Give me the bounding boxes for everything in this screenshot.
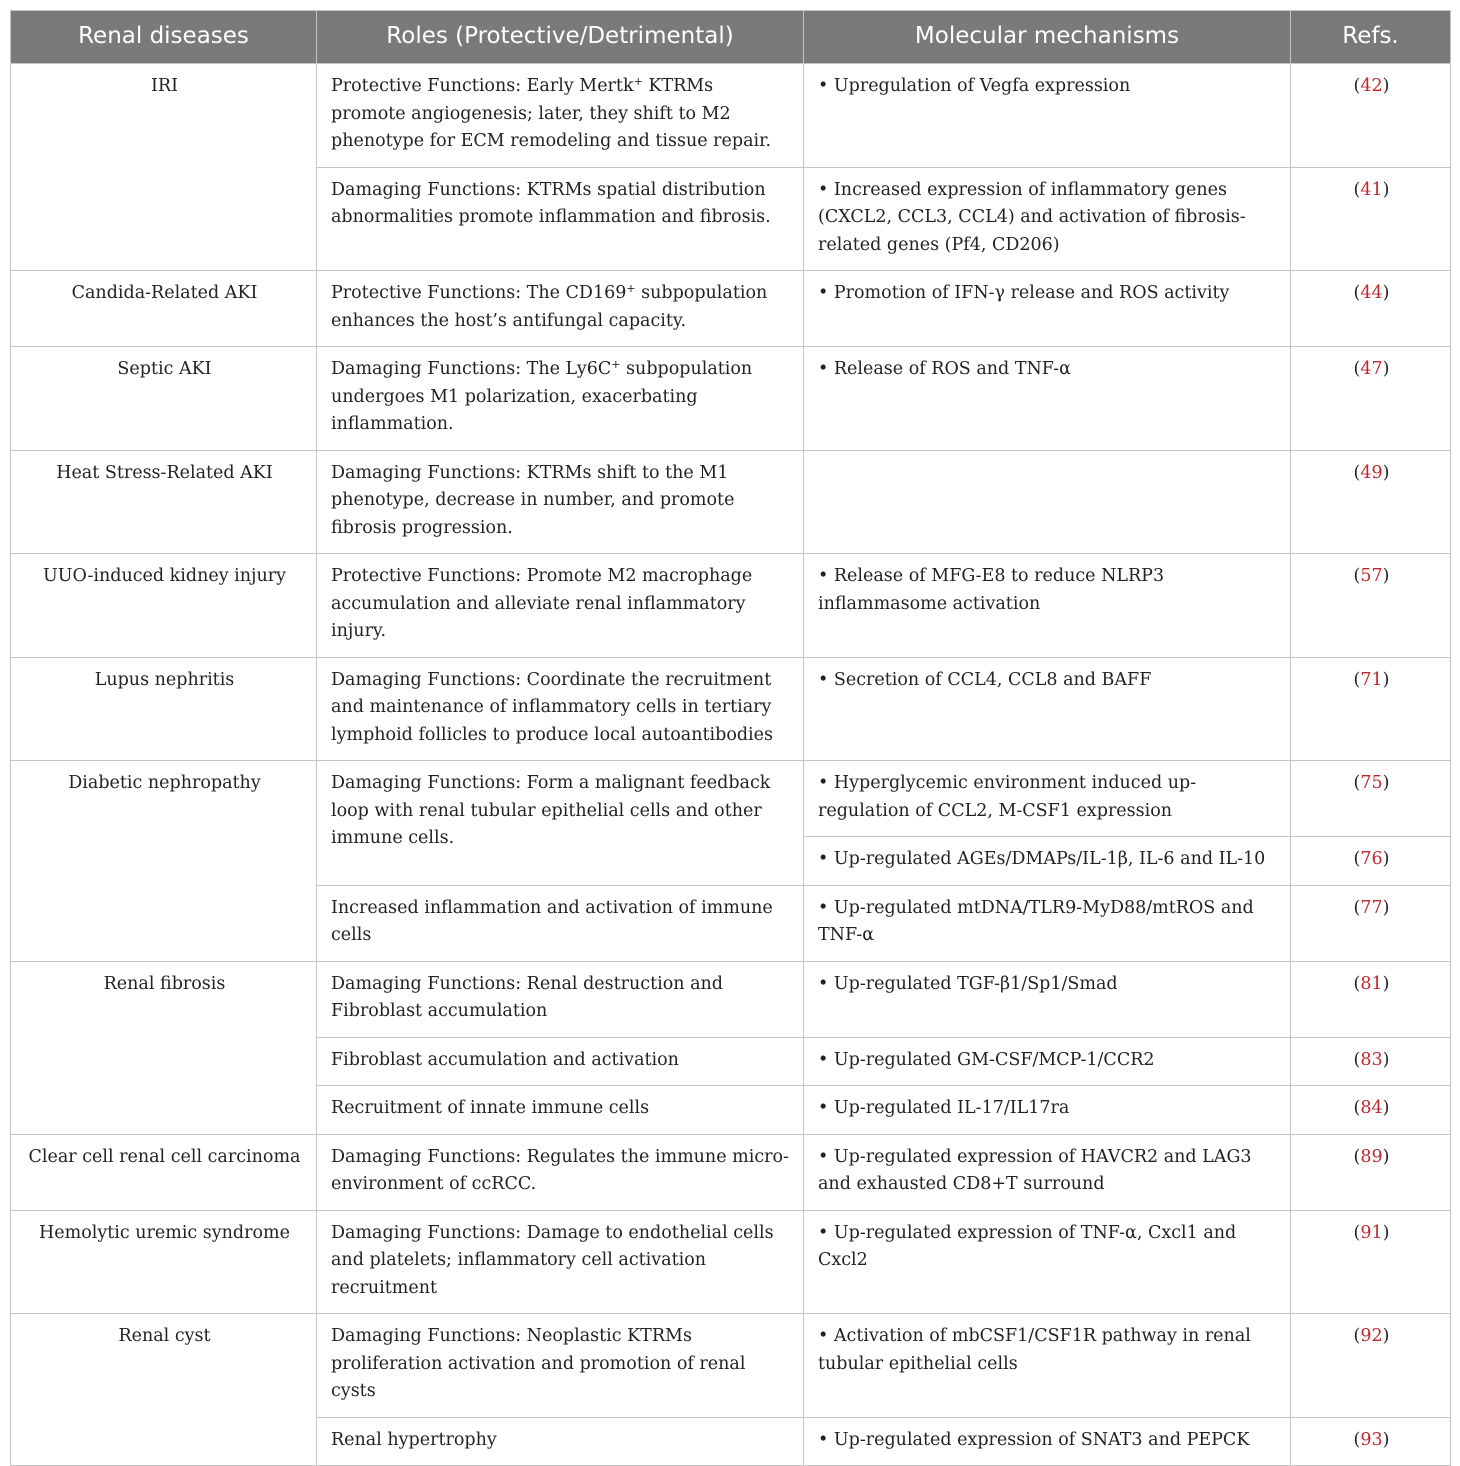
ref-cell: (81): [1291, 961, 1451, 1037]
disease-cell: Clear cell renal cell carcinoma: [11, 1134, 317, 1210]
ref-cell: (41): [1291, 167, 1451, 271]
role-cell: [317, 554, 804, 658]
ref-link[interactable]: 92: [1360, 1326, 1383, 1346]
role-text: Increased inflammation and activation of immune cells: [331, 897, 773, 945]
role-text: Damaging Functions: Coordinate the recruitment and maintenance of inflammatory cells in tertiary lymphoid follicles to produce local autoantibodies: [331, 669, 773, 745]
table-row: [11, 761, 1451, 837]
ref-cell: (47): [1291, 347, 1451, 451]
table-row: [11, 1314, 1451, 1418]
role-cell: [317, 347, 804, 451]
role-text: Protective Functions: Early Mertk: [331, 76, 634, 96]
disease-cell: Diabetic nephropathy: [11, 761, 317, 962]
ref-link[interactable]: 81: [1360, 973, 1383, 994]
ref-link[interactable]: 42: [1360, 76, 1383, 96]
mechanism-cell: • Upregulation of Vegfa expression: [804, 64, 1291, 168]
superscript: +: [626, 282, 636, 295]
role-cell: [317, 1314, 804, 1418]
table-row: [11, 657, 1451, 761]
role-text: KTRMs promote angiogenesis; later, they shift to M2 phenotype for ECM remodeling and tissue repair.: [331, 76, 772, 151]
mechanism-cell: • Release of ROS and TNF-α: [804, 347, 1291, 451]
table-row: [11, 554, 1451, 658]
ref-link[interactable]: 76: [1360, 849, 1383, 869]
table-row: [11, 450, 1451, 554]
table-row: [11, 1210, 1451, 1314]
table-row: [11, 961, 1451, 1037]
table-row: [11, 64, 1451, 168]
mechanism-cell: • Up-regulated IL-17/IL17ra: [804, 1086, 1291, 1135]
superscript: +: [611, 358, 621, 371]
role-cell: [317, 885, 804, 961]
ref-cell: (84): [1291, 1086, 1451, 1135]
mechanism-cell: • Increased expression of inflammatory genes (CXCL2, CCL3, CCL4) and activation of fibrosis-related genes (Pf4, CD206): [804, 167, 1291, 271]
role-cell: [317, 64, 804, 168]
ref-cell: (83): [1291, 1037, 1451, 1086]
role-text: Damaging Functions: KTRMs shift to the M1 phenotype, decrease in number, and promote fibrosis progression.: [331, 462, 735, 538]
ref-link[interactable]: 41: [1360, 179, 1383, 200]
mechanism-cell: • Up-regulated expression of TNF-α, Cxcl1 and Cxcl2: [804, 1210, 1291, 1314]
mechanism-cell: • Activation of mbCSF1/CSF1R pathway in renal tubular epithelial cells: [804, 1314, 1291, 1418]
role-text: Damaging Functions: Damage to endothelial cells and platelets; inflammatory cell activation recruitment: [331, 1222, 774, 1298]
role-text: Renal hypertrophy: [331, 1429, 497, 1450]
role-cell: [317, 961, 804, 1037]
mechanism-cell: • Up-regulated expression of HAVCR2 and LAG3 and exhausted CD8+T surround: [804, 1134, 1291, 1210]
header-row: [11, 11, 1451, 64]
ref-link[interactable]: 93: [1360, 1429, 1383, 1450]
role-text: Damaging Functions: Renal destruction and Fibroblast accumulation: [331, 973, 723, 1021]
role-cell: [317, 1037, 804, 1086]
role-text: subpopulation undergoes M1 polarization, exacerbating inflammation.: [331, 359, 753, 434]
role-text: Damaging Functions: Regulates the immune micro-environment of ccRCC.: [331, 1146, 789, 1194]
ref-link[interactable]: 83: [1360, 1049, 1383, 1070]
ref-cell: (92): [1291, 1314, 1451, 1418]
disease-cell: Lupus nephritis: [11, 657, 317, 761]
ref-link[interactable]: 57: [1360, 566, 1383, 586]
ref-link[interactable]: 71: [1360, 669, 1383, 690]
role-text: Recruitment of innate immune cells: [331, 1098, 650, 1118]
role-cell: [317, 1134, 804, 1210]
role-text: Damaging Functions: Form a malignant feedback loop with renal tubular epithelial cells and other immune cells.: [331, 773, 771, 848]
role-cell: [317, 1086, 804, 1135]
disease-cell: Hemolytic uremic syndrome: [11, 1210, 317, 1314]
role-text: Fibroblast accumulation and activation: [331, 1049, 679, 1070]
ref-cell: (75): [1291, 761, 1451, 837]
mechanism-cell: • Up-regulated TGF-β1/Sp1/Smad: [804, 961, 1291, 1037]
superscript: +: [633, 75, 643, 88]
header-roles: Roles (Protective/Detrimental): [317, 11, 804, 64]
ref-cell: (71): [1291, 657, 1451, 761]
disease-cell: IRI: [11, 64, 317, 271]
role-text: Damaging Functions: Neoplastic KTRMs proliferation activation and promotion of renal cysts: [331, 1326, 746, 1401]
role-cell: [317, 1210, 804, 1314]
role-text: subpopulation enhances the host’s antifungal capacity.: [331, 283, 768, 331]
table-row: [11, 1134, 1451, 1210]
mechanism-cell: • Secretion of CCL4, CCL8 and BAFF: [804, 657, 1291, 761]
ref-cell: (57): [1291, 554, 1451, 658]
disease-cell: Heat Stress-Related AKI: [11, 450, 317, 554]
mechanism-cell: • Promotion of IFN-γ release and ROS activity: [804, 271, 1291, 347]
ref-link[interactable]: 84: [1360, 1098, 1383, 1118]
mechanism-cell: • Release of MFG-E8 to reduce NLRP3 inflammasome activation: [804, 554, 1291, 658]
role-text: Protective Functions: Promote M2 macrophage accumulation and alleviate renal inflammatory injury.: [331, 566, 753, 641]
ref-cell: (49): [1291, 450, 1451, 554]
mechanism-cell: • Up-regulated expression of SNAT3 and PEPCK: [804, 1417, 1291, 1466]
disease-cell: Renal fibrosis: [11, 961, 317, 1134]
header-refs: Refs.: [1291, 11, 1451, 64]
disease-cell: Candida-Related AKI: [11, 271, 317, 347]
mechanism-cell: • Up-regulated GM-CSF/MCP-1/CCR2: [804, 1037, 1291, 1086]
role-cell: [317, 761, 804, 886]
disease-cell: Septic AKI: [11, 347, 317, 451]
role-text: Protective Functions: The CD169: [331, 283, 627, 303]
ref-link[interactable]: 77: [1360, 897, 1383, 918]
ref-cell: (76): [1291, 837, 1451, 886]
ref-cell: (44): [1291, 271, 1451, 347]
header-renal-diseases: Renal diseases: [11, 11, 317, 64]
ref-link[interactable]: 75: [1360, 773, 1383, 793]
table-row: [11, 271, 1451, 347]
role-cell: [317, 657, 804, 761]
mechanism-cell: [804, 450, 1291, 554]
ref-link[interactable]: 91: [1360, 1222, 1383, 1243]
ref-link[interactable]: 44: [1360, 283, 1383, 303]
mechanism-cell: • Up-regulated mtDNA/TLR9-MyD88/mtROS and TNF-α: [804, 885, 1291, 961]
role-cell: [317, 271, 804, 347]
ref-cell: (42): [1291, 64, 1451, 168]
role-cell: [317, 1417, 804, 1466]
ref-link[interactable]: 47: [1360, 359, 1383, 379]
role-text: Damaging Functions: The Ly6C: [331, 359, 612, 379]
ref-cell: (93): [1291, 1417, 1451, 1466]
disease-cell: UUO-induced kidney injury: [11, 554, 317, 658]
role-text: Damaging Functions: KTRMs spatial distribution abnormalities promote inflammation and fibrosis.: [331, 179, 771, 227]
ref-cell: (89): [1291, 1134, 1451, 1210]
ref-link[interactable]: 89: [1360, 1146, 1383, 1167]
ref-cell: (77): [1291, 885, 1451, 961]
disease-cell: Renal cyst: [11, 1314, 317, 1466]
table-row: [11, 347, 1451, 451]
mechanism-cell: • Up-regulated AGEs/DMAPs/IL-1β, IL-6 and IL-10: [804, 837, 1291, 886]
ref-cell: (91): [1291, 1210, 1451, 1314]
renal-diseases-table: [10, 10, 1451, 1466]
table-body: [11, 64, 1451, 1466]
mechanism-cell: • Hyperglycemic environment induced up-regulation of CCL2, M-CSF1 expression: [804, 761, 1291, 837]
ref-link[interactable]: 49: [1360, 462, 1383, 483]
role-cell: [317, 450, 804, 554]
header-molecular-mechanisms: Molecular mechanisms: [804, 11, 1291, 64]
role-cell: [317, 167, 804, 271]
